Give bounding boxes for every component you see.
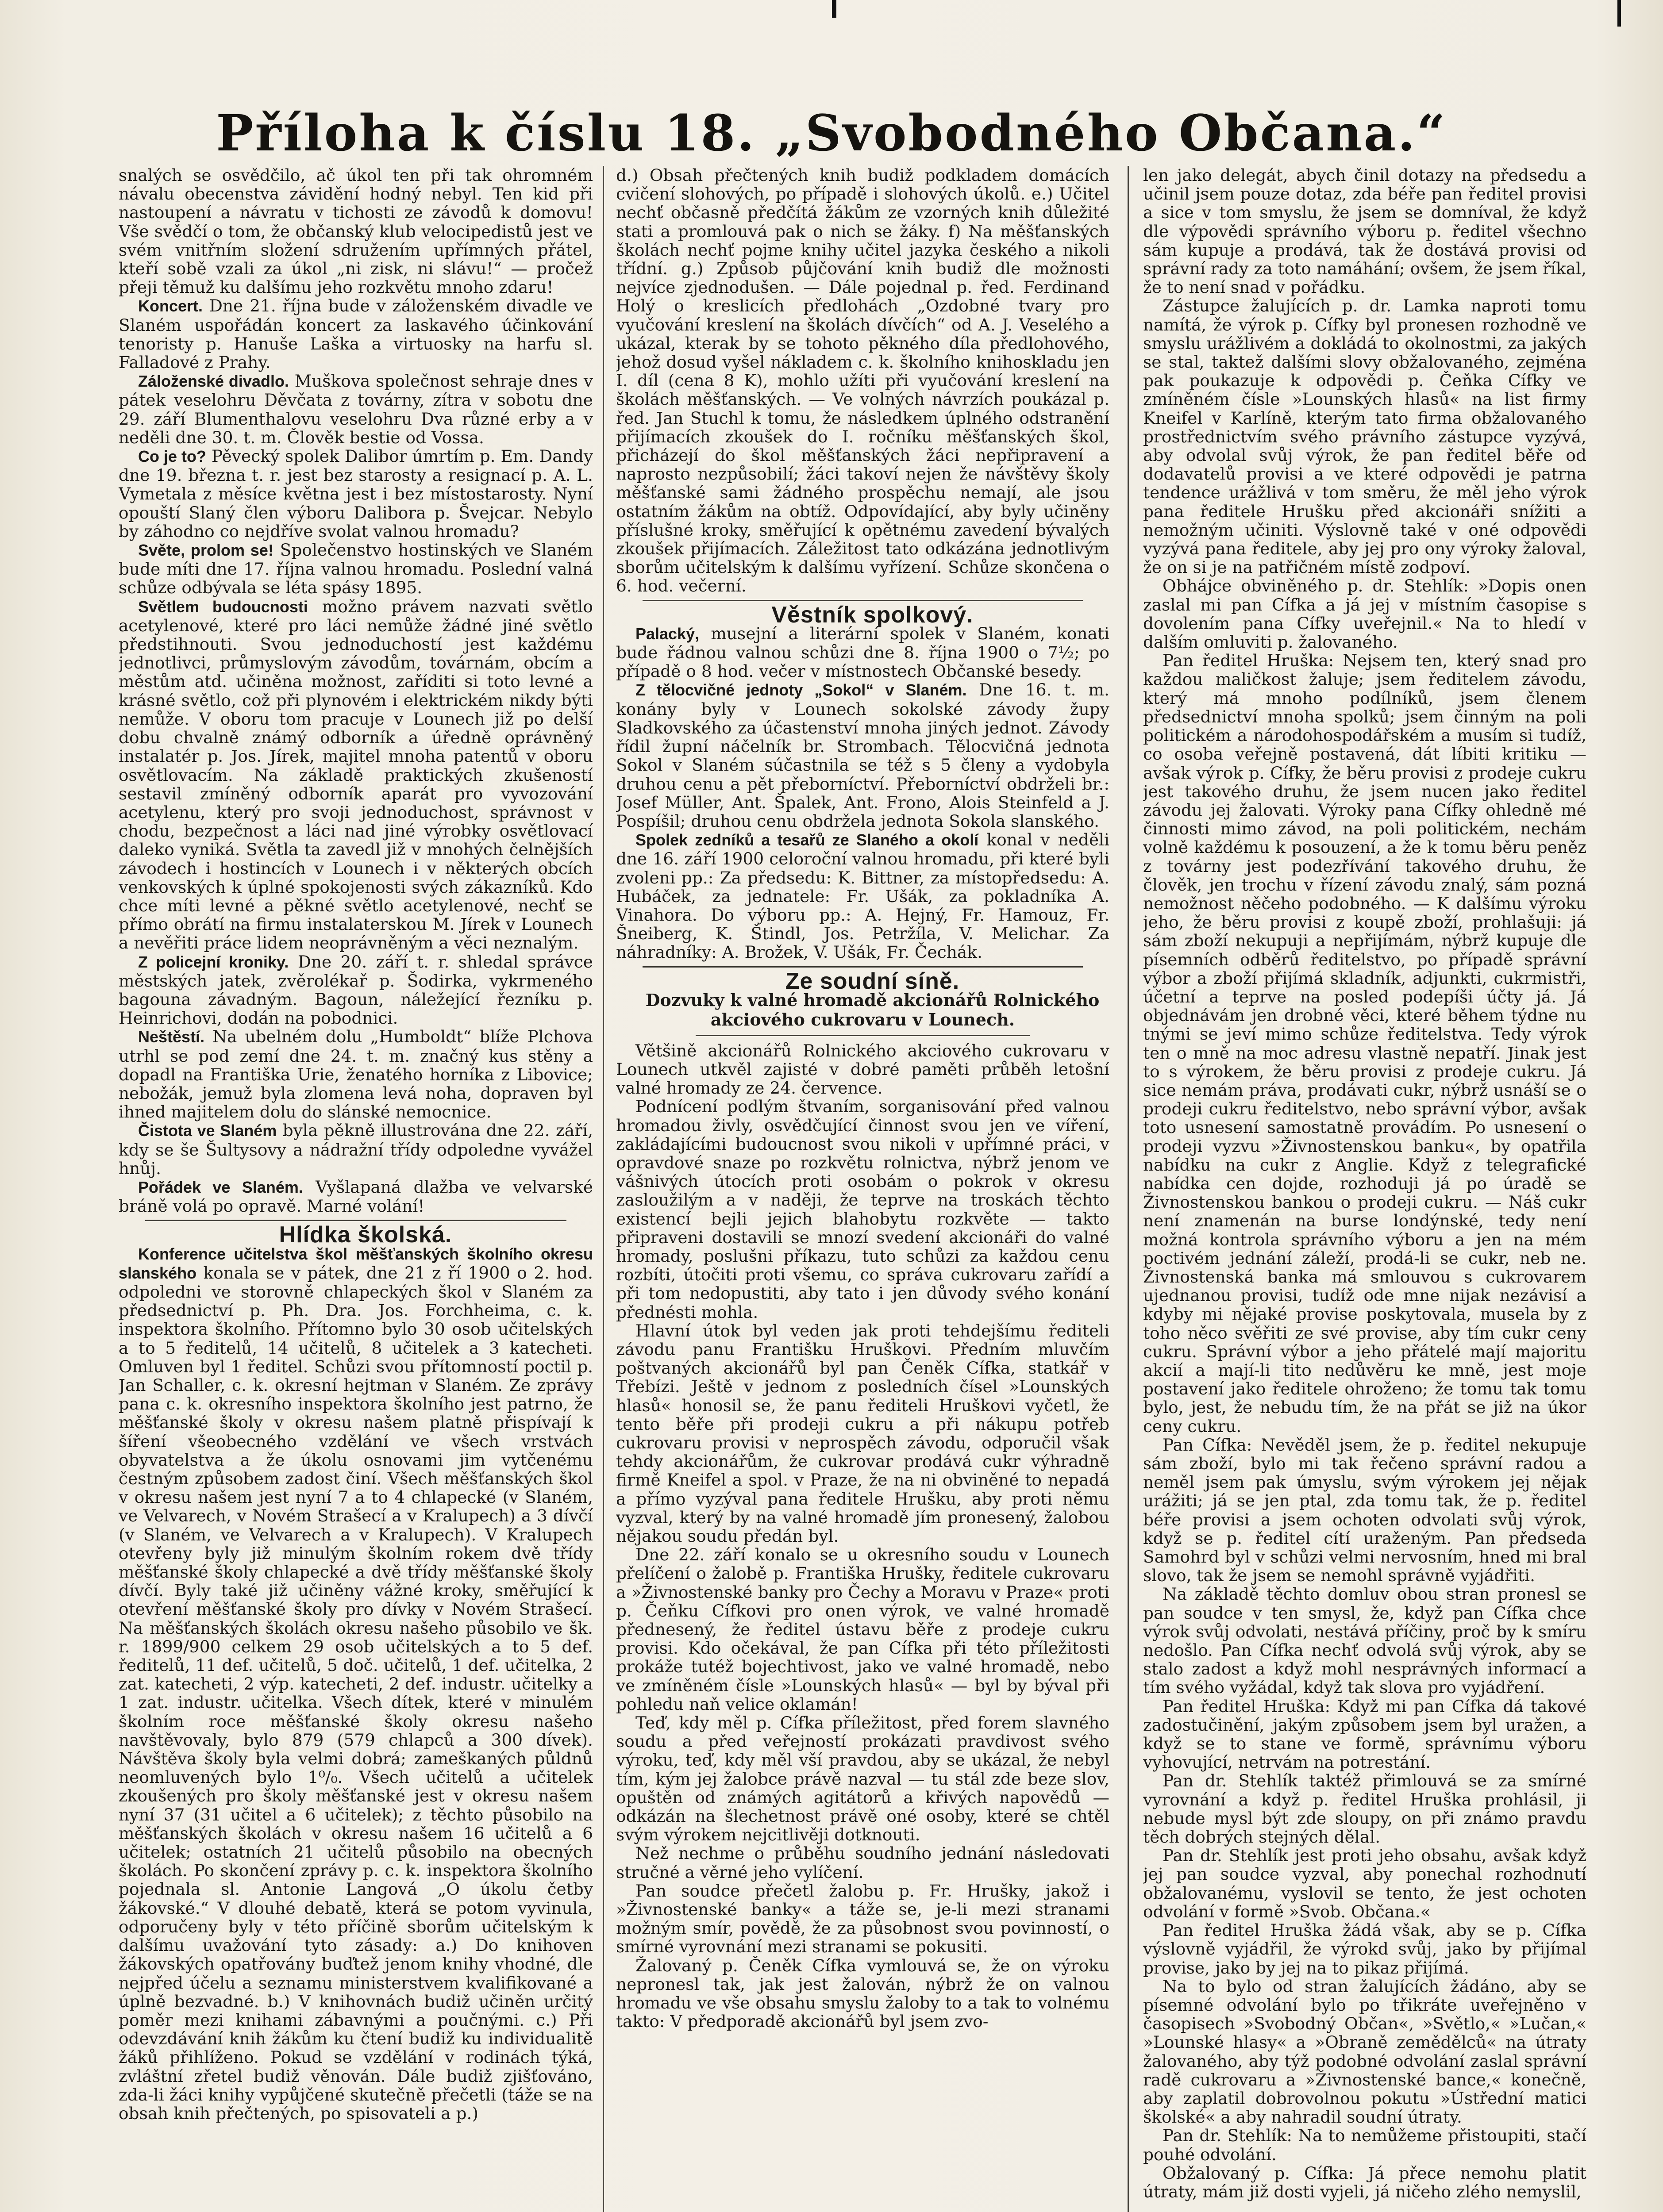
news-item-text: Dne 20. září t. r. shledal správce městských jatek, zvěrolékař p. Šodirka, vykrmeného bagouna závadným. Bagoun, náležející řezníku p. Heinrichovi, dodán na pobodnici.	[119, 952, 593, 1028]
paragraph: len jako delegát, abych činil dotazy na předsedu a učinil jsem pouze dotaz, zda béře pan ředitel provisi a sice v tom smyslu, že jsem se domníval, že když dle výpovědi správního výboru p. ředitel všechno sám kupuje a prodává, tak že dostává provisi od správní rady za toto namáhání; ovšem, že jsem říkal, že to není snad v pořádku.	[1143, 166, 1586, 297]
news-item	[616, 624, 1109, 681]
news-item-heading: Čistota ve Slaném	[138, 1121, 277, 1140]
page-title: Příloha k číslu 18. „Svobodného Občana.“	[216, 104, 1447, 162]
paragraph: Na základě těchto domluv obou stran pronesl se pan soudce v ten smysl, že, když pan Cífka chce výrok svůj odvolati, nestává příčiny, proč by k smíru nedošlo. Pan Cífka nechť odvolá svůj výrok, aby se stalo zadost a když mohl nesprávných informací a tím svého vyžádal, když tak slova pro vyjádření.	[1143, 1584, 1586, 1697]
news-item	[119, 1178, 593, 1215]
news-item-text: byla pěkně illustrována dne 22. září, kdy se še Šultysovy a nádražní třídy odpoledne vyvážel hnůj.	[119, 1121, 593, 1178]
news-item	[119, 952, 593, 1028]
paragraph: Pan ředitel Hruška: Nejsem ten, který snad pro každou maličkost žaluje; jsem ředitelem závodu, který má mnoho podílníků, jsem členem předsednictví mnoha spolků; jsem činným na poli politickém a národohospodářském a musím si tudíž, co osoba veřejně postavená, dát líbiti kritiku — avšak výrok p. Cífky, že běru provisi z prodeje cukru jest takového druhu, že jsem nucen jako ředitel závodu jej žalovati. Výroky pana Cífky ohledně mé činnosti mimo závod, na poli politickém, nechám volně každému k posouzení, a že k tomu běru peněz z továrny jest podezřívání takového druhu, že člověk, jen trochu v řízení závodu znalý, sám pozná nemožnost něčeho podobného. — K dalšímu výroku jeho, že běru provisi z koupě zboží, prohlašuji: já sám zboží nekupuji a nepřijímám, nýbrž kupuje dle písemních odběrů ředitelstvo, po případě správní výbor a zboží přijímá skladník, adjunkti, cukrmistři, účetní a teprve na posled podepíši účty já. Já objednávám jen drobné věci, které během týdne nu tnými se jeví mimo schůze ředitelstva. Tedy výrok ten o mně na moc adresu vlastně nepatří. Jinak jest to s výrokem, že běru provisi z prodeje cukru. Já sice nemám práva, prodávati cukr, nýbrž usnáší se o prodeji cukru ředitelstvo, nebo správní výbor, avšak toto usnesení samostatně provádím. Po usnesení o prodeji vyzvu »Živnostenskou banku«, by opatřila nabídku na cukr z Anglie. Když z telegrafické nabídka cen dojde, rozhoduji já po úradě se Živnostenskou bankou o prodeji cukru. — Náš cukr není znamenán na burse londýnské, tedy není možná kontrola správního výboru a jen na mém poctivém jednání záleží, prodá-li se cukr, neb ne. Živnostenská banka má smlouvou s cukrovarem ujednanou provisi, tudíž ode mne nijak nezávisí a kdyby mi nějaké provise poskytovala, musela by z toho něco svěřiti ze své provise, aby tím cukr ceny cukru. Správní výbor a jeho přátelé mají majoritu akcií a mají-li tito nedůvěru ke mně, jest moje postavení jako ředitele ohroženo; že tomu tak tomu bylo, jest, že nebudu tím, že na přát se již na úkor ceny cukru.	[1143, 651, 1586, 1436]
news-item-heading: Neštěstí.	[138, 1028, 205, 1046]
news-item-text: Vyšlapaná dlažba ve velvarské bráně volá po opravě. Marné volání!	[119, 1177, 593, 1216]
news-item-heading: Světlem budoucnosti	[138, 597, 308, 616]
news-item	[119, 296, 593, 372]
news-item-heading: Co je to?	[138, 447, 207, 466]
section-rule	[643, 600, 1083, 601]
column-1	[119, 166, 593, 2212]
news-item-heading: Pořádek ve Slaném.	[138, 1178, 303, 1196]
news-item	[119, 597, 593, 952]
paragraph: Hlavní útok byl veden jak proti tehdejšímu řediteli závodu panu Františku Hruškovi. Předním mluvčím poštvaných akcionářů byl pan Čeněk Cífka, statkář v Třebízi. Ještě v jednom z posledních čísel »Lounských hlasů« honosil se, že panu řediteli Hruškovi vyčetl, že tento běře při prodeji cukru a při nákupu potřeb cukrovaru provisi v neprospěch závodu, odporučil však tehdy akcionářům, že cukrovar prodává cukr výhradně firmě Kneifel a spol. v Praze, že na ni obviněné to nepadá a přímo vyzýval pana ředitele Hrušku, aby proti němu vyzval, který by na valné hromadě jím pronesený, žalobou nějakou soudu předán byl.	[616, 1321, 1109, 1546]
paragraph: snalých se osvědčilo, ač úkol ten při tak ohromném návalu obecenstva závidění hodný nebyl. Ten kid při nastoupení a návratu v tichosti ze závodů k domovu! Vše svědčí o tom, že občanský klub velocipedistů jest ve svém vnitřním složení sdružením upřímných přátel, kteří sobě vzali za úkol „ni zisk, ni slávu!“ — pročež přeji těmuž ku dalšímu jeho rozkvětu mnoho zdaru!	[119, 166, 593, 297]
paragraph: Než nechme o průběhu soudního jednání následovati stručné a věrné jeho vylíčení.	[616, 1843, 1109, 1882]
news-item-text: Pěvecký spolek Dalibor úmrtím p. Em. Dandy dne 19. března t. r. jest bez starosty a resignací p. A. L. Vymetala z měsíce května jest i bez místostarosty. Nyní opouští Slaný člen výboru Dalibora p. Švejcar. Nebylo by záhodno co nejdříve svolat valnou hromadu?	[119, 446, 593, 541]
news-item	[616, 830, 1109, 961]
section-rule	[145, 1220, 566, 1221]
news-item-heading: Palacký,	[635, 624, 700, 643]
column-2	[616, 166, 1109, 2212]
news-item	[119, 447, 593, 541]
paragraph: Dne 22. září konalo se u okresního soudu v Lounech přelíčení o žalobě p. Františka Hrušky, ředitele cukrovaru a »Živnostenské banky pro Čechy a Moravu v Praze« proti p. Čeňku Cífkovi pro onen výrok, ve valné hromadě přednesený, že ředitel ústavu běře z prodeje cukru provisi. Kdo očekával, že pan Cífka při této příležitosti prokáže tutéž bojechtivost, jako ve valné hromadě, nebo ve zmíněném čísle »Lounských hlasů« — byl by býval při pohledu naň velice oklamán!	[616, 1545, 1109, 1714]
news-item-text: Dne 21. října bude v záloženském divadle ve Slaném uspořádán koncert za laskavého účinkování tenoristy p. Hanuše Laška a virtuosky na harfu sl. Falladové z Prahy.	[119, 296, 593, 373]
news-item-text: možno právem nazvati světlo acetylenové, které pro láci nemůže žádné jiné světlo předstihnouti. Svou jednoduchostí jest každému jednotlivci, průmyslovým závodům, továrnám, obcím a městům atd. učiněna možnost, zaříditi si toto levné a krásné světlo, což při plynovém i elektrickém nikdy býti nemůže. V oboru tom pracuje v Lounech již po delší dobu chvalně známý odborník a úředně oprávněný instalatér p. Jos. Jírek, majitel mnoha patentů v oboru osvětlovacím. Na základě praktických zkušeností sestavil zmíněný odborník aparát pro vyvozování acetylenu, který pro svoji jednoduchost, správnost v chodu, bezpečnost a láci nad jiné výrobky osvětlovací daleko vyniká. Světla ta zavedl již v mnohých čelnějších závodech i hostincích v Lounech i v některých obcích venkovských k úplné spokojenosti svých zákazníků. Kdo chce míti levné a pěkné světlo acetylenové, nechť se přímo obrátí na firmu instalaterskou M. Jírek v Lounech a nevěřiti práce lidem neoprávněným a věci neznalým.	[119, 596, 593, 953]
news-item	[119, 1244, 593, 2123]
paragraph: Pan dr. Stehlík jest proti jeho obsahu, avšak když jej pan soudce vyzval, aby ponechal rozhodnutí obžalovanému, vyslovil se tento, že jest ochoten odvolání v formě »Svob. Občana.«	[1143, 1846, 1586, 1921]
paragraph: Žalovaný p. Čeněk Cífka vymlouvá se, že on výroku nepronesl tak, jak jest žalován, nýbrž že on valnou hromadu ve vše obsahu smyslu žaloby to a tak to volnému takto: V předporadě akcionářů byl jsem zvo-	[616, 1955, 1109, 2032]
paragraph: Pan ředitel Hruška: Když mi pan Cífka dá takové zadostučinění, jakým způsobem jsem byl uražen, a když se to stane ve formě, správnímu výboru vyhovující, netrvám na potrestání.	[1143, 1696, 1586, 1772]
news-item	[119, 372, 593, 447]
news-item-text: konala se v pátek, dne 21 z ří 1900 o 2. hod. odpoledni ve storovně chlapeckých škol v Slaném za předsednictví p. Ph. Dra. Jos. Forchheima, c. k. inspektora školního. Přítomno bylo 30 osob učitelských a to 5 ředitelů, 14 učitelů, 8 učitelek a 3 katecheti. Omluven byl 1 ředitel. Schůzi svou přítomností poctil p. Jan Schaller, c. k. okresní hejtman v Slaném. Ze zprávy pana c. k. okresního inspektora školního jest patrno, že měšťanské školy v okresu našem platně přispívají k šíření všeobecného vzdělání ve všech vrstvách obyvatelstva a že úkolu osnovami jim vytčenému čestným způsobem zadost činí. Všech měšťanských škol v okresu našem jest nyní 7 a to 4 chlapecké (v Slaném, ve Velvarech, v Novém Strašecí a v Kralupech) a 3 dívčí (v Slaném, ve Velvarech a v Kralupech). V Kralupech otevřeny byly již minulým školním rokem dvě třídy měšťanské školy chlapecké a dvě třídy měšťanské školy dívčí. Byly také již učiněny vážné kroky, směřující k otevření měšťanské školy pro dívky v Novém Strašecí. Na měšťanských školách okresu našeho působilo ve šk. r. 1899/900 celkem 29 osob učitelských a to 5 def. ředitelů, 11 def. učitelů, 5 doč. učitelů, 1 def. učitelka, 2 zat. katecheti, 2 výp. katecheti, 2 def. industr. učitelky a 1 zat. industr. učitelka. Všech dítek, které v minulém školním roce měšťanské školy okresu našeho navštěvovaly, bylo 879 (579 chlapců a 300 dívek). Návštěva školy byla velmi dobrá; zameškaných půldnů neomluvených bylo 1⁰/₀. Všech učitelů a učitelek zkoušených pro školy měšťanské jest v okresu našem nyní 37 (31 učitel a 6 učitelek); z těchto působilo na měšťanských školách v okresu našem 16 učitelů a 6 učitelek; ostatních 21 učitelů působilo na obecných školách. Po skončení zprávy p. c. k. inspektora školního pojednala sl. Antonie Langová „O úkolu četby žákovské.“ V dlouhé debatě, která se potom vyvinula, odporučeny byly v této příčině sborům učitelským k dalšímu uvažování tyto zásady: a.) Do knihoven žákovských opatřovány buďtež jenom knihy vhodné, dle nejpřed účelu a seznamu ministerstvem kvalifikované a úplně bezvadné. b.) V knihovnách budiž učiněn určitý poměr mezi knihami zábavnými a poučnými. c.) Při odevzdávání knih žákům ku čtení budiž ku individualitě žáků přihlíženo. Pokud se vzdělání v rodinách týká, zvláštní zřetel budiž věnován. Dále budiž zjišťováno, zda-li žáci knihy vypůjčené skutečně přečetli (táže se na obsah knih přečtených, po spisovateli a p.)	[119, 1263, 593, 2123]
news-item-text: Muškova společnost sehraje dnes v pátek veselohru Děvčata z továrny, zítra v sobotu dne 29. září Blumenthalovu veselohru Dva různé erby a v neděli dne 30. t. m. Člověk bestie od Vossa.	[119, 371, 593, 447]
news-item	[616, 680, 1109, 830]
news-item-text: Na ubelném dolu „Humboldt“ blíže Plchova utrhl se pod zemí dne 24. t. m. značný kus stěny a dopadl na Františka Urie, ženatého horníka z Libovice; nebožák, jemuž byla zlomena levá noha, dopraven byl ihned majitelem dolu do slánské nemocnice.	[119, 1027, 593, 1122]
news-item	[119, 1121, 593, 1178]
article-title: Dozvuky k valné hromadě akcionářů Rolnického akciového cukrovaru v Lounech.	[645, 990, 1100, 1029]
paragraph: Obhájce obviněného p. dr. Stehlík: »Dopis onen zaslal mi pan Cífka a já jej v místním časopise s dovolením pana Cífky uveřejnil.« Na to hledí v dalším omluviti p. žalovaného.	[1143, 576, 1586, 652]
news-item	[119, 1027, 593, 1121]
title-rule	[696, 1035, 1030, 1036]
news-item-text: Společenstvo hostinských ve Slaném bude míti dne 17. října valnou hromadu. Poslední valná schůze odbývala se léta spásy 1895.	[119, 540, 593, 598]
news-item-heading: Spolek zedníků a tesařů ze Slaného a okolí	[635, 831, 979, 849]
section-rule	[643, 966, 1083, 968]
news-item-heading: Světe, prolom se!	[138, 541, 273, 560]
paragraph: Na to bylo od stran žalujících žádáno, aby se písemné odvolání bylo po třikráte uveřejněno v časopisech »Svobodný Občan«, »Světlo,« »Lučan,« »Lounské hlasy« a »Obraně zemědělců« na útraty žalovaného, aby týž podobné odvolání zaslal správní radě cukrovaru a »Živnostenské bance,« konečně, aby zaplatil dobrovolnou pokutu »Ústřední matici školské« a aby nahradil soudní útraty.	[1143, 1976, 1586, 2127]
paragraph: Pan dr. Stehlík: Na to nemůžeme přistoupiti, stačí pouhé odvolání.	[1143, 2126, 1586, 2164]
paragraph: Pan soudce přečetl žalobu p. Fr. Hrušky, jakož i »Živnostenské banky« a táže se, je-li mezi stranami možným smír, povědě, že za působnost svou povinností, o smírné vyrovnání mezi stranami se pokusiti.	[616, 1881, 1109, 1957]
news-item-heading: Koncert.	[138, 297, 203, 315]
paragraph: Zástupce žalujících p. dr. Lamka naproti tomu namítá, že výrok p. Cífky byl pronesen rozhodně ve smyslu urážlivém a dokládá to okolnostmi, za jakých se stal, taktež dalšími slovy obžalovaného, zejména pak poukazuje k odpovědi p. Čeňka Cífky ve zmíněném čísle »Lounských hlasů« na list firmy Kneifel v Karlíně, kterým tato firma obžalovaného prostřednictvím svého právního zástupce vyzývá, aby odvolal svůj výrok, že pan ředitel běře od dodavatelů provisi a ve které odpovědi je patrna tendence urážlivá v tom směru, že měl jeho výrok pana ředitele Hrušku před akcionáři snížiti a nemožným učiniti. Výslovně také v oné odpovědi vyzývá pana ředitele, aby jej pro ony výroky žaloval, že on si je na patřičném místě zodpoví.	[1143, 296, 1586, 577]
paragraph: d.) Obsah přečtených knih budiž podkladem domácích cvičení slohových, po případě i slohových úkolů. e.) Učitel nechť občasně předčítá žákům ze vzorných knih důležité stati a promlouvá pak o nich se žáky. f) Na měšťanských školách nechť pojme knihy učitel jazyka českého a nikoli třídní. g.) Způsob půjčování knih budiž dle možnosti nejvíce zjednodušen. — Dále pojednal p. řed. Ferdinand Holý o kreslicích předlohách „Ozdobné tvary pro vyučování kreslení na školách dívčích“ od A. J. Veselého a ukázal, kterak by se tohoto pěkného díla předlohového, jehož dosud vyšel nákladem c. k. školního knihoskladu jen I. díl (cena 8 K), mohlo užíti při vyučování kreslení na školách měšťanských. — Ve volných návrzích poukázal p. řed. Jan Stuchl k tomu, že následkem úplného odstranění přijímacích zkoušek do I. ročníku měšťanských škol, přicházejí do škol měšťanských žáci nepřipravení a naprosto nezpůsobilí; žáci takoví nejen že návštěvy školy měšťanské sami žádného prospěchu nemají, ale jsou ostatním žákům na obtíž. Odpovídající, aby byly učiněny příslušné kroky, směřující k opětnému zavedení bývalých zkoušek přijímacích. Záležitost tato odkázána jednotlivým sborům učitelským k dalšímu vyřízení. Schůze skončena o 6. hod. večerní.	[616, 166, 1109, 596]
paragraph: Většině akcionářů Rolnického akciového cukrovaru v Lounech utkvěl zajisté v dobré paměti průběh letošní valné hromady ze 24. července.	[616, 1041, 1109, 1098]
paragraph: Pan Cífka: Nevěděl jsem, že p. ředitel nekupuje sám zboží, bylo mi tak řečeno správní radou a neměl jsem pak úmyslu, svým výrokem jej nějak urážiti; já se jen ptal, zda tomu tak, že p. ředitel béře provisi a jsem ochoten odvolati svůj výrok, když se p. ředitel cítí uraženým. Pan předseda Samohrd byl v schůzi velmi nervosním, hned mi bral slovo, tak že jsem se nemohl správně vyjádřiti.	[1143, 1435, 1586, 1586]
paragraph: Obžalovaný p. Cífka: Já přece nemohu platit útraty, mám již dosti vyjeli, já ničeho zlého nemyslil,	[1143, 2163, 1586, 2201]
column-3	[1143, 166, 1586, 2212]
paragraph: Pan dr. Stehlík taktéž přimlouvá se za smírné vyrovnání a když p. ředitel Hruška prohlásil, ji nebude mysl být zde sloupy, on při známo pravdu těch dobrých stejných dělal.	[1143, 1771, 1586, 1847]
section-heading: Hlídka školská.	[279, 1222, 452, 1248]
section-heading: Věstník spolkový.	[771, 602, 974, 628]
paragraph: Pan ředitel Hruška žádá však, aby se p. Cífka výslovně vyjádřil, že výrokd svůj, jako by přijímal provise, jako by jej na to pikaz přijímá.	[1143, 1920, 1586, 1978]
column-divider	[1128, 166, 1129, 2212]
news-item-text: musejní a literární spolek v Slaném, konati bude řádnou valnou schůzi dne 8. října 1900 o 7½; po případě o 8 hod. večer v místnostech Občanské besedy.	[616, 623, 1109, 681]
column-divider	[603, 166, 604, 2212]
paragraph: Podnícení podlým štvaním, sorganisování před valnou hromadou živly, osvědčující činnost svou jen ve víření, zakládajícími budoucnost svou nikoli v upřímné práci, v opravdové snaze po rozkvětu rolnictva, nýbrž jenom ve vášnivých útocích proti osobám o pokrok v okresu zasloužilým a v naději, že teprve na troskách těchto existencí bejli jejich blahobytu rozkvěte — takto připraveni dostavili se mnozí svedení akcionáři do valné hromady, poslušni příkazu, tuto schůzi za každou cenu rozbíti, útočiti proti všemu, co správa cukrovaru zařídí a při tom nedopustiti, aby tato i jen důvody svého konání přednésti mohla.	[616, 1097, 1109, 1322]
news-item-text: konal v neděli dne 16. září 1900 celoroční valnou hromadu, při které byli zvoleni pp.: Za předsedu: K. Bittner, za místopředsedu: A. Hubáček, za jednatele: Fr. Ušák, za pokladníka A. Vinahora. Do výboru pp.: A. Hejný, Fr. Hamouz, Fr. Šneiberg, K. Štindl, Jos. Petržíla, V. Melichar. Za náhradníky: A. Brožek, V. Ušák, Fr. Čechák.	[616, 830, 1109, 962]
news-item-heading: Záloženské divadlo.	[138, 372, 289, 391]
section-heading: Ze soudní síně.	[785, 968, 960, 994]
news-item-heading: Z policejní kroniky.	[138, 952, 289, 971]
scan-edge-mark	[832, 0, 836, 18]
news-item-heading: Z tělocvičné jednoty „Sokol“ v Slaném.	[635, 681, 967, 699]
scan-edge-mark	[1617, 0, 1621, 27]
news-item-text: Dne 16. t. m. konány byly v Lounech sokolské závody župy Sladkovského za účastenství mnoha jiných jednot. Závody řídil župní náčelník br. Strombach. Tělocvičná jednota Sokol v Slaném súčastnila se též s 5 členy a vydobyla druhou cenu a pět přeborníctví. Přeborníctví obdrželi br.: Josef Müller, Ant. Špalek, Ant. Frono, Alois Steinfeld a J. Pospíšil; druhou cenu obdržela jednota Sokola slanského.	[616, 680, 1109, 831]
news-item-heading: Konference učitelstva škol měšťanských školního okresu slanského	[119, 1244, 593, 1282]
paragraph: Teď, kdy měl p. Cífka příležitost, před forem slavného soudu a před veřejností prokázati pravdivost svého výroku, teď, kdy měl vší pravdou, aby se ukázal, že nebyl tím, kým jej žalobce právě nazval — tu stál zde beze slov, opuštěn od známých agitátorů a křivých napovědů — odkázán na šlechetnost právě oné osoby, které se chtěl svým výrokem nejcitlivěji dotknouti.	[616, 1713, 1109, 1845]
news-item	[119, 541, 593, 597]
